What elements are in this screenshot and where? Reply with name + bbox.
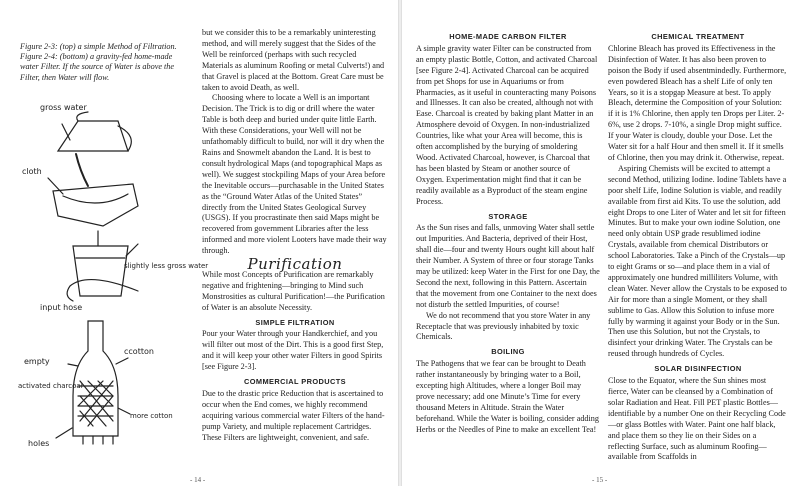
paragraph: The Pathogens that we fear can be brought to Death rather instantaneously by bringing water to a Boil, excepting high Altitudes, where a longer Boil may prove necessary; add one Minute’s Time for every thousand Meters in Altitude. Strain the Water beforehand. While the Water is boiling, consider adding Herbs or the Needles of Pine to make an excellent Tea! <box>416 359 599 434</box>
subheading-simple-filtration: SIMPLE FILTRATION <box>255 317 335 327</box>
paragraph: Pour your Water through your Handkerchief, and you will filter out most of the Dirt. This is a good first Step, and it will keep your other water Filters in good Spirits [see Figure 2-3]. <box>202 329 384 372</box>
filtration-illustration <box>18 96 209 456</box>
subheading-chemical-treatment: CHEMICAL TREATMENT <box>651 32 745 41</box>
label-cloth: cloth <box>22 167 42 176</box>
page-number-right: - 15 - <box>592 476 608 484</box>
paragraph: As the Sun rises and falls, unmoving Water shall settle out Impurities. And Bacteria, deprived of their Host, shall die—four and twenty Hours ought kill about half their Number. A System of three or four storage Tanks may be utilized: keep Water in the First for one Day, the Second the next, following in this Pattern. Ascertain that the movement from one Container to the next does not disturb the settled Impurities, of course! <box>416 223 600 309</box>
left-text-column <box>202 28 388 444</box>
subheading-boiling: BOILING <box>491 347 525 357</box>
label-less-gross-water: slightly less gross water <box>124 262 209 270</box>
label-input-hose: input hose <box>40 303 83 312</box>
subheading-commercial-products: COMMERCIAL PRODUCTS <box>244 377 346 387</box>
subheading-carbon-filter: HOME-MADE CARBON FILTER <box>449 32 567 41</box>
figure-caption: Figure 2-3: (top) a simple Method of Filtration. Figure 2-4: (bottom) a gravity-fed home-made water Filter. If the source of Water is above the Filter, then Water will flow. <box>20 42 177 82</box>
paragraph: Chlorine Bleach has proved its Effectiveness in the Disinfection of Water. It has also been proven to poison the Body if used absentmindedly. Furthermore, even powdered Bleach has a shelf Life of only ten Years, so it is a stopgap Measure at best. To apply Bleach, determine the Composition of your Solution: if it is 1% Chlorine, then apply ten Drops per Liter. 2-6%, use 2 drops. 7-10%, a single Drop might suffice. If your Water is cloudy, double your Dose. Let the Water sit for a half Hour and then smell it. If it smells of Chlorine, then you may drink it. Otherwise, repeat. <box>608 43 787 162</box>
subheading-solar-disinfection: SOLAR DISINFECTION <box>654 364 742 374</box>
subheading-storage: STORAGE <box>488 211 528 221</box>
right-text-column-1 <box>416 28 600 436</box>
paragraph: but we consider this to be a remarkably uninteresting method, and will merely suggest that the Sides of the Well be reinforced (perhaps with such recycled Materials as aluminum Roofing or metal Culverts!) and that Gravel is placed at the Bottom. Great Care must be taken to avoid Death, as well. <box>202 28 385 92</box>
left-page <box>0 0 398 486</box>
right-text-column-2 <box>608 28 788 463</box>
section-heading-purification: Purification <box>247 255 343 274</box>
label-empty: empty <box>24 357 50 366</box>
paragraph: We do not recommend that you store Water in any Receptacle that was previously inhabited by toxic Chemicals. <box>416 310 591 342</box>
right-page <box>402 0 800 486</box>
label-cotton: ccotton <box>124 347 154 356</box>
label-more-cotton: more cotton <box>130 412 173 420</box>
page-number-left: - 14 - <box>190 476 206 484</box>
paragraph: Due to the drastic price Reduction that is ascertained to occur when the End comes, we highly recommend acquiring various commercial water Filters of the hand-pump Variety, and multiple replacement Cartridges. These Filters are lightweight, convenient, and safe. <box>202 389 385 442</box>
paragraph: Close to the Equator, where the Sun shines most fierce, Water can be cleansed by a Combination of solar Radiation and Heat. Fill PET plastic Bottles—identifiable by a number One on their Recycling Code—or glass Bottles with Water. Paint one half black, and place them so they lie on their Sides on a reflecting Surface, such as aluminum Roofing—available from Scaffolds in <box>608 376 786 462</box>
paragraph: While most Concepts of Purification are remarkably negative and frightening—bringing to Mind such Monstrosities as cultural Purification!—the Purification of Water is an absolute Necessity. <box>202 269 385 312</box>
paragraph: Choosing where to locate a Well is an important Decision. The Trick is to dig or drill where the water Table is both deep and buried under quite little Earth. With these Considerations, your Well will not be unfathomably difficult to build, nor will it dry when the Rains and Snowmelt abandon the Land. It is best to consult hydrological Maps (and topographical Maps as well). We suggest stockpiling Maps of your Area before the Inevitable occurs—purchasable in the United States as the “Ground Water Atlas of the United States” directly from the United States Geological Survey (USGS). If you procrastinate then said Maps might be recovered from government Libraries after the less informed and more violent Looters have made their way through. <box>202 93 387 256</box>
paragraph: A simple gravity water Filter can be constructed from an empty plastic Bottle, Cotton, and activated Charcoal [see Figure 2-4]. Activated Charcoal can be acquired from pet Shops for use in Aquariums or from Pharmacies, as it useful in counteracting many Poisons and Illnesses. It can also be created, although not with Ease. Charcoal is created by baking plant Matter in an Atmosphere devoid of Oxygen. In non-industrialized Countries, like what your Area will become, this is often accomplished by the burying of smoldering Wood. Activated Charcoal, however, is Charcoal that has been blasted by Steam or another source of Oxygen. Experimentation might find that it can be readily available as a Byproduct of the steam engine Process. <box>416 43 598 206</box>
label-gross-water: gross water <box>40 103 87 112</box>
label-activated-charcoal: activated charcoal <box>18 382 83 390</box>
label-holes: holes <box>28 439 50 448</box>
paragraph: Aspiring Chemists will be excited to attempt a second Method, utilizing Iodine. Iodine Tablets have a poor shelf Life, Iodine Solution is viable, and readily available from first aid Kits. To use the solution, add eight Drops to one Liter of Water and let sit for fifteen Minutes. But to make your own iodine Solution, one need only obtain USP grade resublimed iodine Crystals, available from chemical Distributors or school Laboratories. Take a Pinch of the Crystals—up to eight Grams or so—and place them in a vial of approximately one hundred milliliters Volume, with clean Water. Never allow the Crystals to be exposed to Air for more than a single Moment, or they shall sublime to Gas. Allow this Solution to infuse more fully by warming it against your Body or in the Sun. Then use this Solution, but not the Crystals, to disinfect your drinking Water. The Crystals can be reused through hundreds of Cycles. <box>608 163 787 359</box>
